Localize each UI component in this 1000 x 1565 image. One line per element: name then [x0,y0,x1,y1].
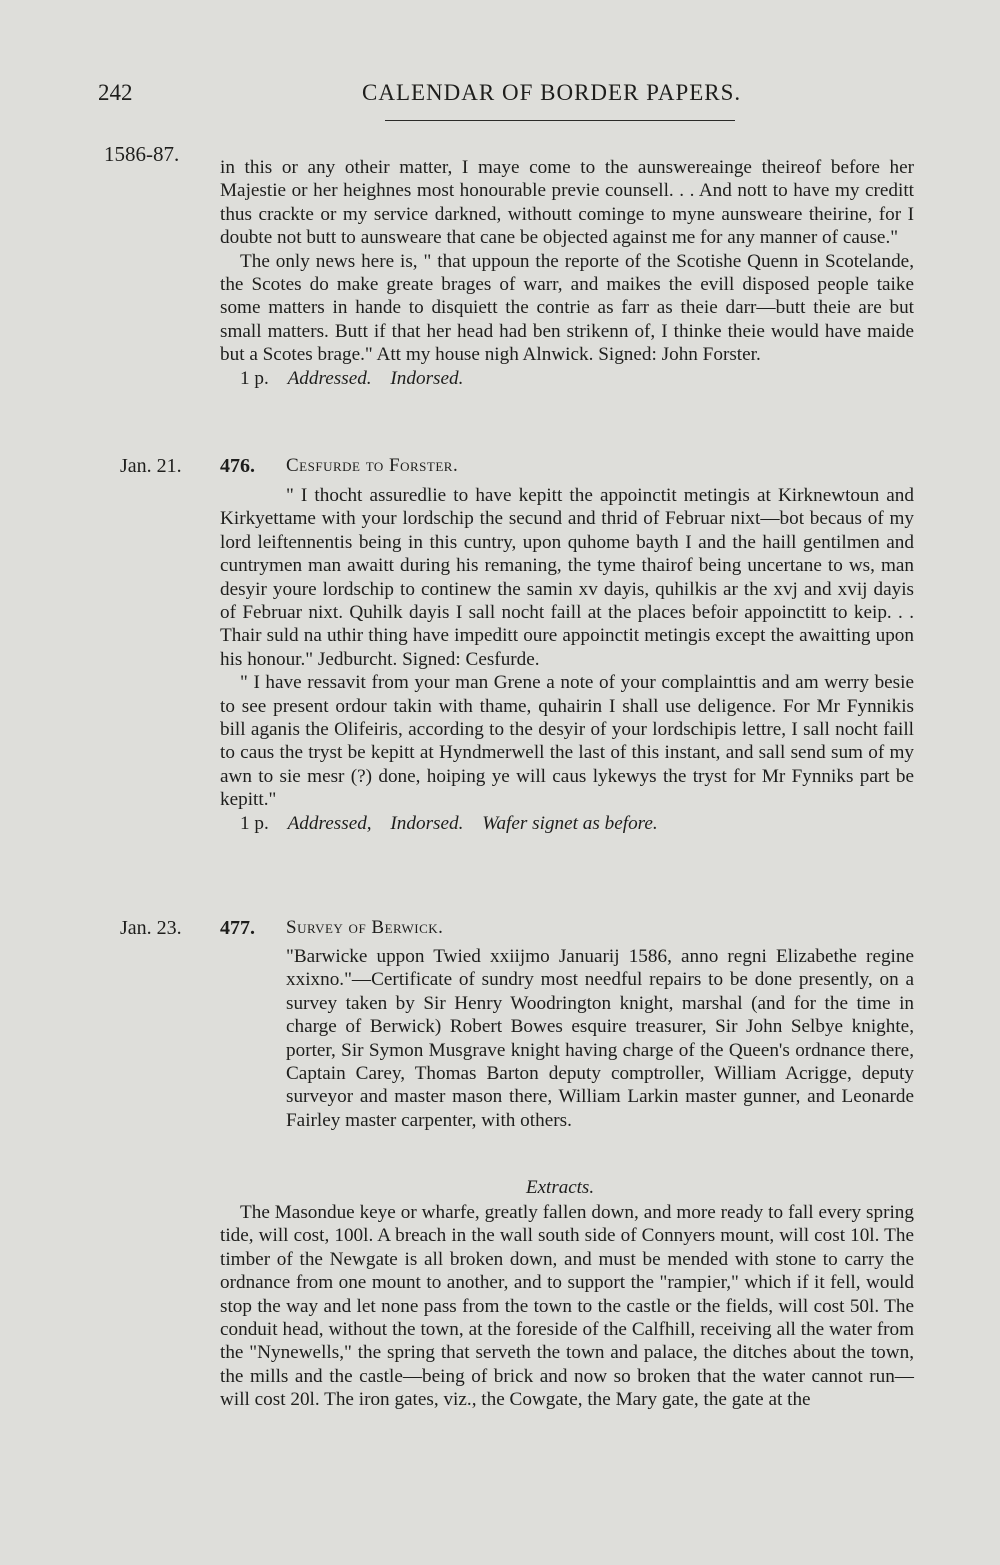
entry-477-title: Survey of Berwick. [286,917,444,938]
entry-476-paragraph-2: " I have ressavit from your man Grene a note of your complainttis and am werry besie to see present ordour takin with thame, quhairin I shall use deligence. For Mr Fynnikis bill aganis the Olifeiris, according to the desyir of your lordschipis lettre, I sall nocht faill to caus the tryst be kepitt at Hyndmerwell the last of this instant, and sall send sum of my awn to sie mesr (?) done, hoiping ye will caus lykewys the tryst for Mr Fynniks part be kepitt." [220,672,914,811]
entry-477-date: Jan. 23. [120,917,182,939]
intro-paragraph-1: in this or any otheir matter, I maye come to the aunswereainge theireof before her Majestie or her heighnes most honourable previe counsell. . . And nott to have my creditt thus crackte or my service darkned, withoutt cominge to myne aunsweare theirine, for I doubte not butt to aunsweare that cane be objected against me for any manner of cause." [220,157,914,249]
entry-477-extracts-text [220,1201,914,1412]
running-title: CALENDAR OF BORDER PAPERS. [362,80,742,105]
note-pages: 1 p. [240,367,269,389]
entry-476-number: 476. [220,455,255,477]
intro-text [220,156,914,390]
note-indorsed: Indorsed. [390,812,464,834]
note-wafer-signet: Wafer signet as before. [482,812,658,834]
entry-476-date: Jan. 21. [120,455,182,477]
note-addressed: Addressed, [287,812,372,834]
page-number: 242 [98,80,133,105]
entry-477-certificate: "Barwicke uppon Twied xxiijmo Januarij 1586, anno regni Elizabethe regine xxixno."—Certificate of sundry most needful repairs to be done presently, on a survey taken by Sir Henry Woodrington knight, marshal (and for the time in charge of Berwick) Robert Bowes esquire treasurer, Sir John Selbye knighte, porter, Sir Symon Musgrave knight having charge of the Queen's ordnance there, Captain Carey, Thomas Barton deputy comptroller, William Acrigge, deputy surveyor and master mason there, William Larkin master gunner, and Leonarde Fairley master carpenter, with others. [286,946,914,1131]
header-rule [385,120,735,121]
note-indorsed: Indorsed. [390,367,464,389]
entry-476-note [220,812,914,835]
intro-paragraph-2: The only news here is, " that uppoun the reporte of the Scotishe Quenn in Scotelande, the Scotes do make greate brages of warr, and maikes the evill disposed people taike some matters in hande to disquiett the contrie as farr as theie darr—butt theie are but small matters. Butt if that her head had ben strikenn of, I thinke theie would have maide but a Scotes brage." Att my house nigh Alnwick. Signed: John Forster. [220,250,914,366]
entry-477-number: 477. [220,917,255,939]
note-addressed: Addressed. [287,367,372,389]
entry-476-paragraph-1: " I thocht assuredlie to have kepitt the appoinctit metingis at Kirknewtoun and Kirkyettame with your lordschip the secund and thrid of Februar nixt—bot becaus of my lord leiftennentis being in this cuntry, upon quhome bayth I and the haill gentilmen and cuntrymen man awaitt during his remaning, the tyme thairof being uncertane to ws, man desyir youre lordschip to continew the samin xv dayis, quhilkis ar the xvj and xvij dayis of Februar nixt. Quhilk dayis I sall nocht faill at the places befoir appoinctitt to keip. . . Thair suld na uthir thing have impeditt oure appoinctit metingis except the awaitting upon his honour." Jedburcht. Signed: Cesfurde. [220,485,914,670]
extracts-paragraph: The Masondue keye or wharfe, greatly fallen down, and more ready to fall every spring tide, will cost, 100l. A breach in the wall south side of Connyers mount, will cost 10l. The timber of the Newgate is all broken down, and must be mended with stone to carry the ordnance from one mount to another, and to support the "rampier," which if it fell, would stop the way and let none pass from the town to the castle or the fields, will cost 50l. The conduit head, without the town, at the foreside of the Calfhill, receiving all the water from the "Nynewells," the spring that serveth the town and palace, the ditches about the town, the mills and the castle—being of brick and now so broken that the water cannot run—will cost 20l. The iron gates, viz., the Cowgate, the Mary gate, the gate at the [220,1202,914,1411]
entry-476-title: Cesfurde to Forster. [286,455,459,476]
entry-476-text [220,484,914,835]
extracts-heading: Extracts. [526,1177,595,1198]
intro-note [220,367,914,390]
note-pages: 1 p. [240,812,269,834]
year-margin: 1586-87. [104,142,180,166]
